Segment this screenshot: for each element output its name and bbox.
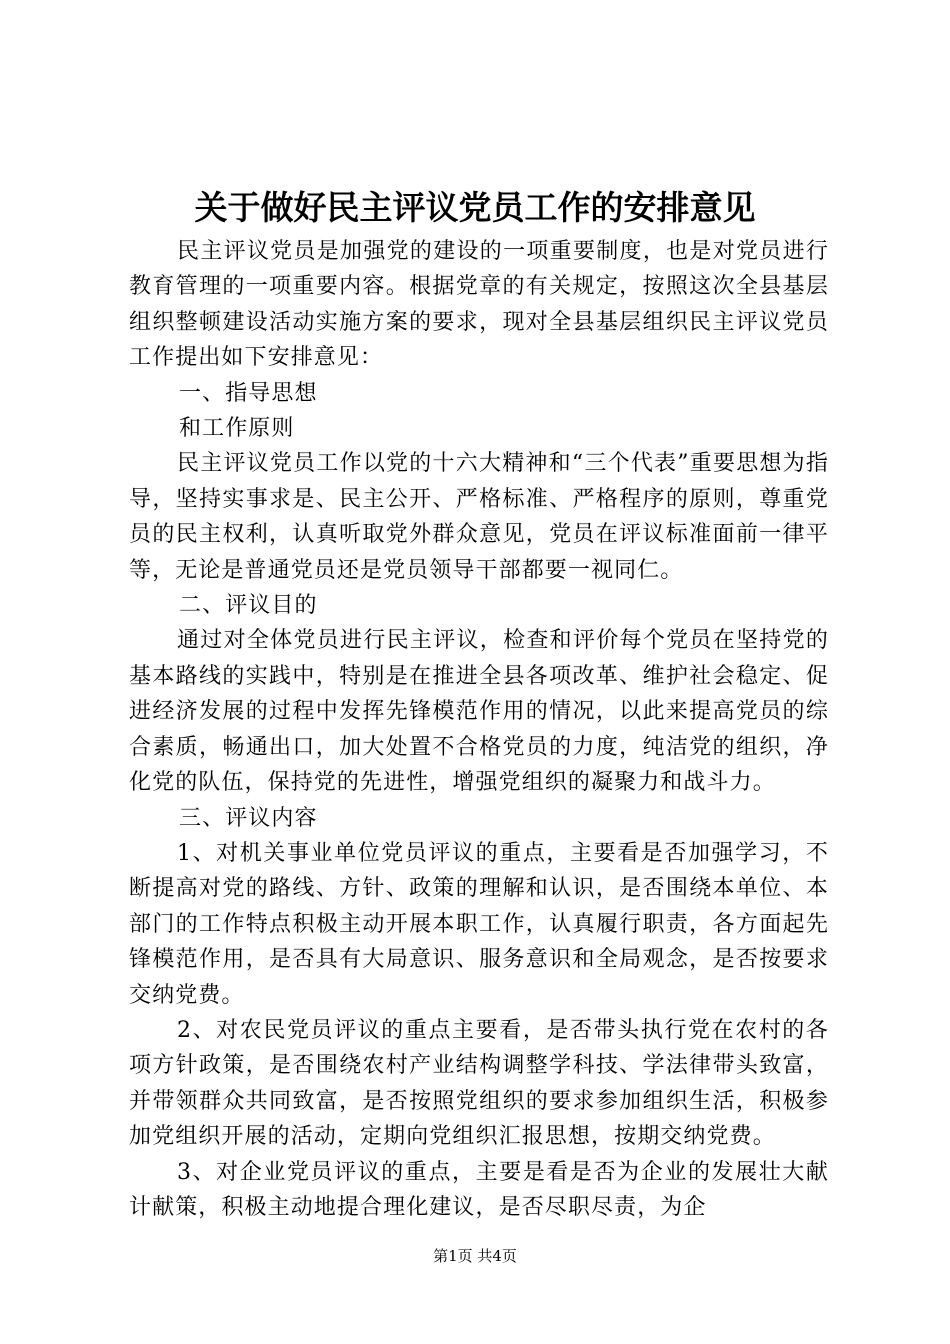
content-item-2: 2、对农民党员评议的重点主要看，是否带头执行党在农村的各项方针政策，是否围绕农村产业结构调整学科技、学法律带头致富，并带领群众共同致富，是否按照党组织的要求参加组织生活，积极参加党组织开展的活动，定期向党组织汇报思想，按期交纳党费。 <box>129 1017 829 1150</box>
section-heading-1: 一、指导思想 <box>179 380 318 406</box>
page-number-footer: 第1页 共4页 <box>433 1247 517 1265</box>
purpose-paragraph: 通过对全体党员进行民主评议，检查和评价每个党员在坚持党的基本路线的实践中，特别是在推进全县各项改革、维护社会稳定、促进经济发展的过程中发挥先锋模范作用的情况，以此来提高党员的综合素质，畅通出口，加大处置不合格党员的力度，纯洁党的组织，净化党的队伍，保持党的先进性，增强党组织的凝聚力和战斗力。 <box>129 628 829 796</box>
section-heading-3: 三、评议内容 <box>179 805 318 831</box>
content-item-3: 3、对企业党员评议的重点，主要是看是否为企业的发展壮大献计献策，积极主动地提合理化建议，是否尽职尽责，为企 <box>129 1159 829 1220</box>
principle-paragraph: 民主评议党员工作以党的十六大精神和“三个代表”重要思想为指导，坚持实事求是、民主公开、严格标准、严格程序的原则，尊重党员的民主权利，认真听取党外群众意见，党员在评议标准面前一律平等，无论是普通党员还是党员领导干部都要一视同仁。 <box>129 451 829 583</box>
section-heading-1-cont: 和工作原则 <box>179 416 295 442</box>
section-heading-2: 二、评议目的 <box>179 593 318 619</box>
document-title: 关于做好民主评议党员工作的安排意见 <box>194 188 756 227</box>
document-body <box>129 234 829 1225</box>
intro-paragraph: 民主评议党员是加强党的建设的一项重要制度，也是对党员进行教育管理的一项重要内容。根据党章的有关规定，按照这次全县基层组织整顿建设活动实施方案的要求，现对全县基层组织民主评议党员工作提出如下安排意见： <box>129 239 829 371</box>
content-item-1: 1、对机关事业单位党员评议的重点，主要看是否加强学习，不断提高对党的路线、方针、政策的理解和认识，是否围绕本单位、本部门的工作特点积极主动开展本职工作，认真履行职责，各方面起先锋模范作用，是否具有大局意识、服务意识和全局观念，是否按要求交纳党费。 <box>129 840 829 1008</box>
